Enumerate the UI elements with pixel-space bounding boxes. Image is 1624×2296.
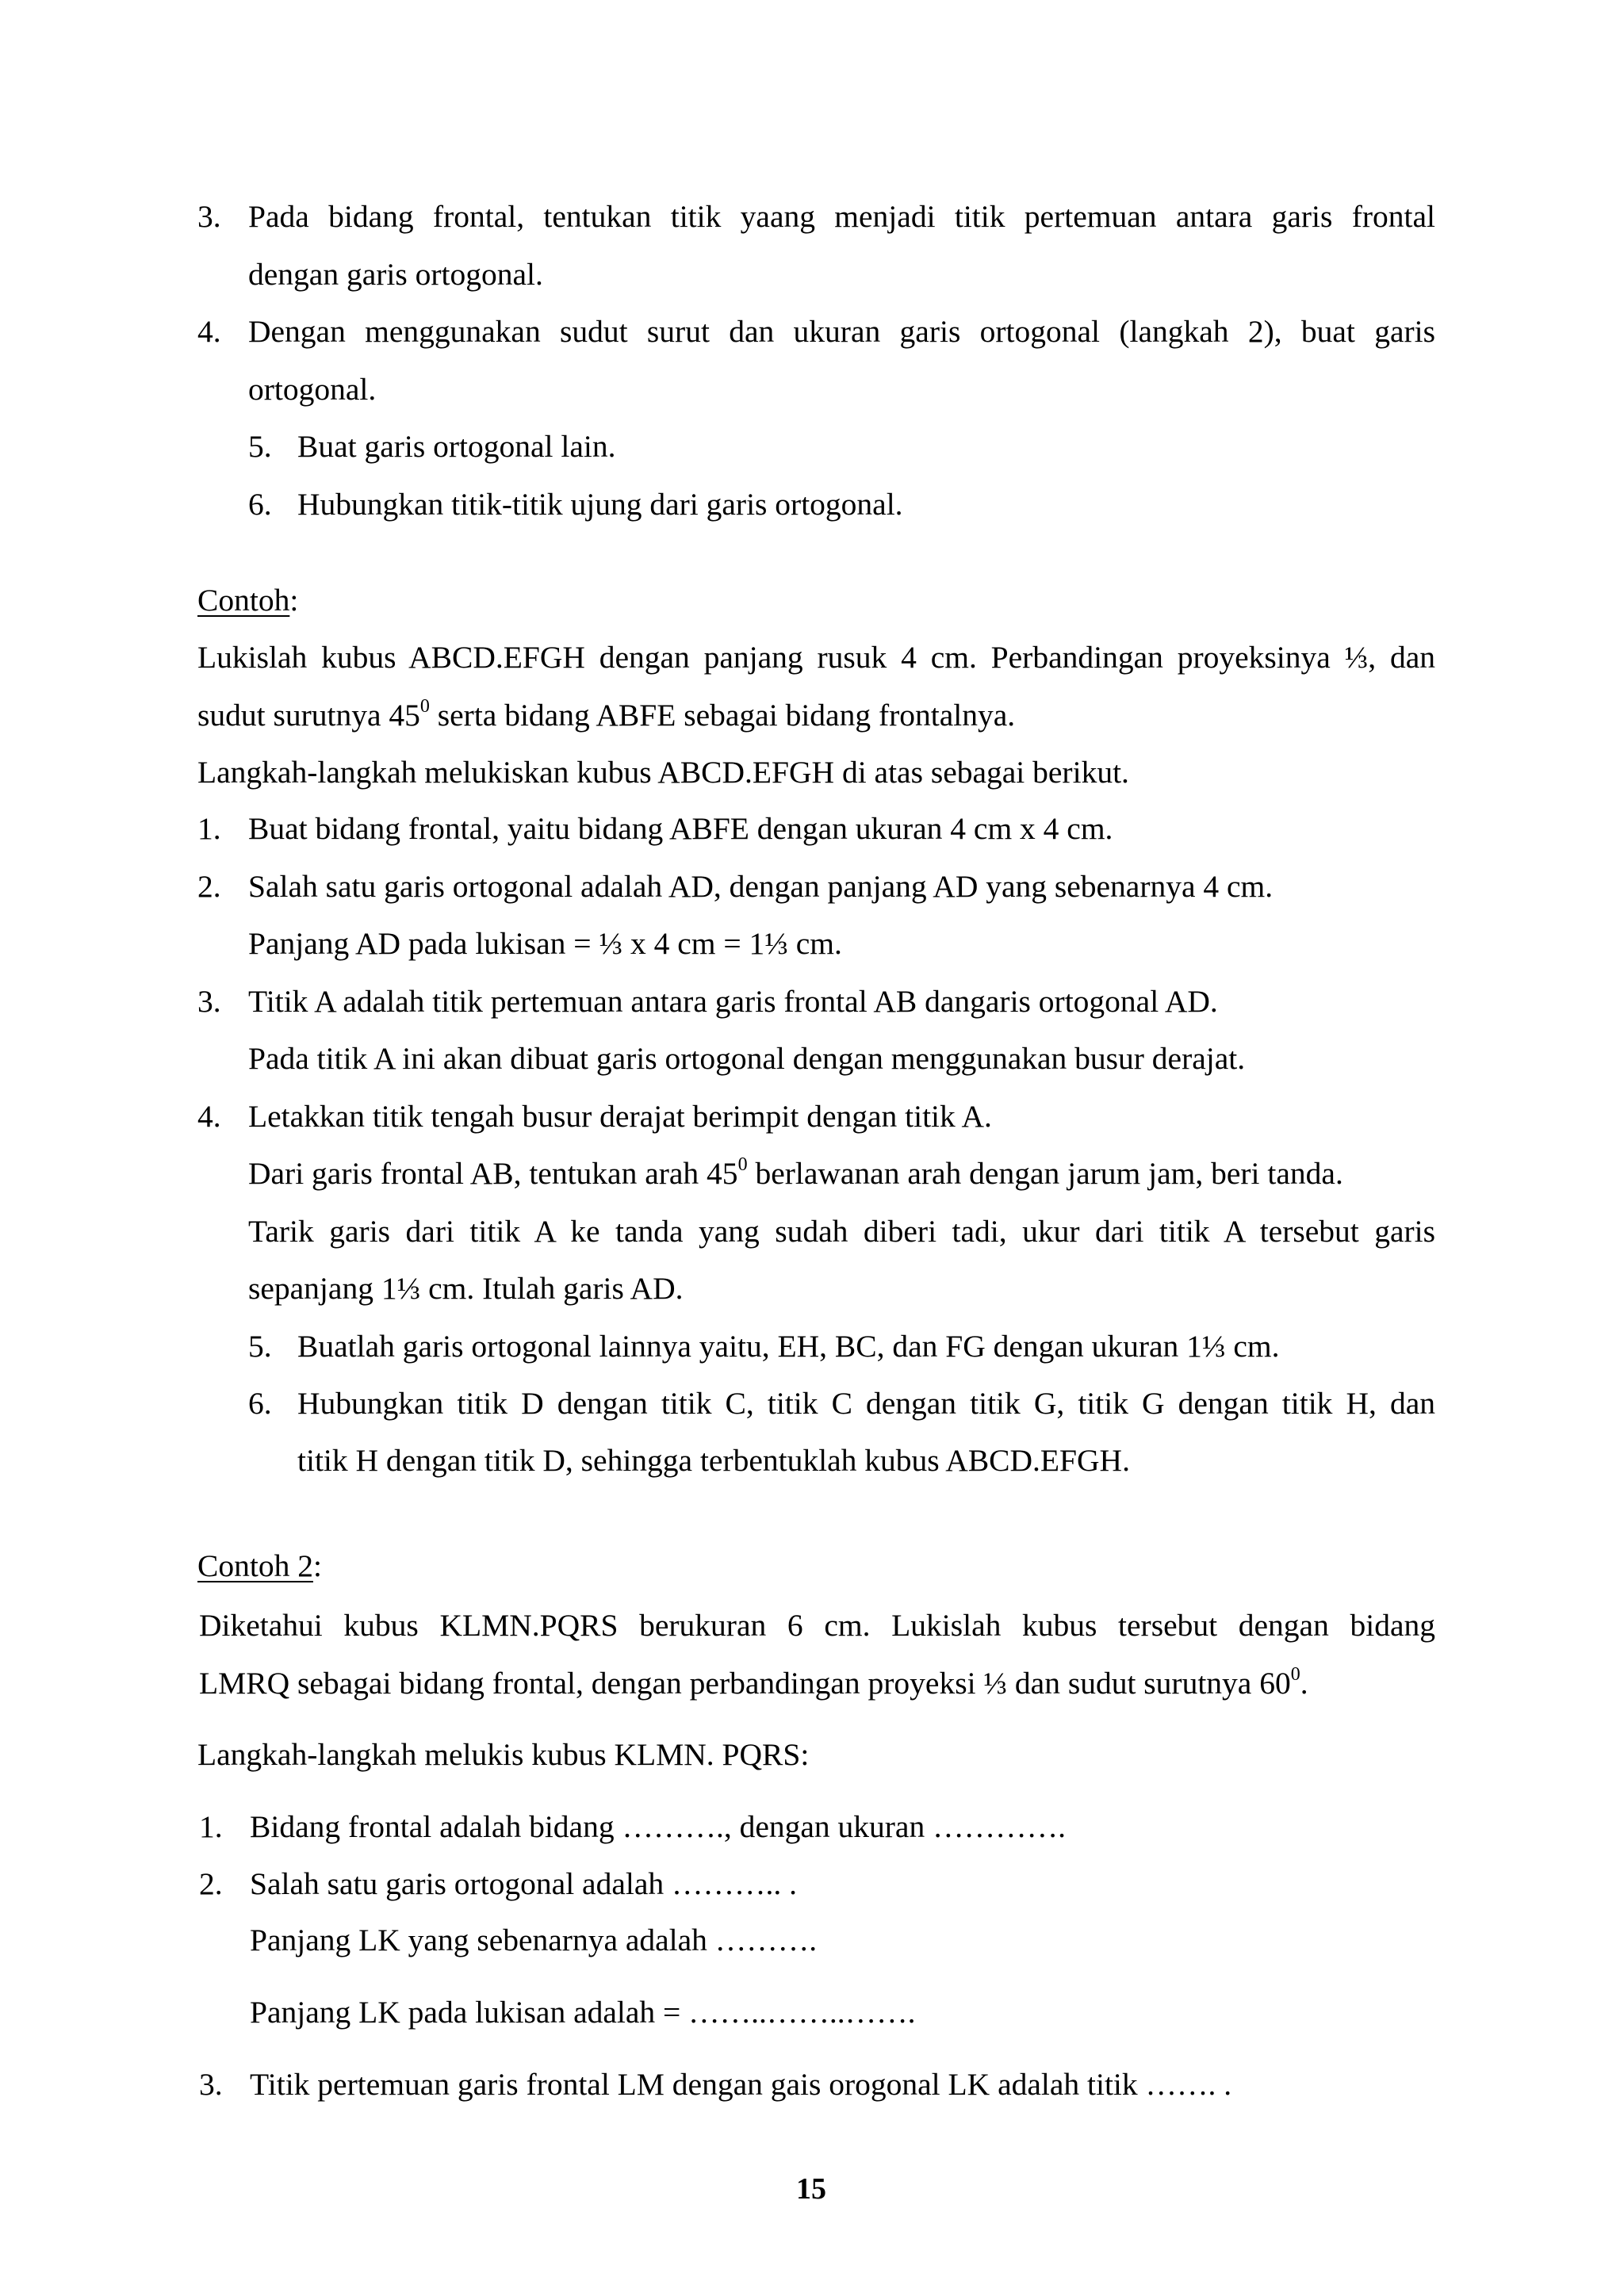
- list-number: 3.: [199, 2067, 223, 2102]
- example-intro: Lukislah kubus ABCD.EFGH dengan panjang rusuk 4 cm. Perbandingan proyeksinya ⅓, dan: [197, 640, 1435, 675]
- step-text: titik H dengan titik D, sehingga terbentuklah kubus ABCD.EFGH.: [297, 1443, 1130, 1478]
- step-text: Pada titik A ini akan dibuat garis ortogonal dengan menggunakan busur derajat.: [248, 1041, 1246, 1076]
- page-number: 15: [796, 2172, 826, 2206]
- list-item-text: ortogonal.: [248, 372, 377, 407]
- step-text: Tarik garis dari titik A ke tanda yang sudah diberi tadi, ukur dari titik A tersebut garis: [248, 1214, 1435, 1249]
- step-text: Salah satu garis ortogonal adalah ……….. .: [250, 1866, 797, 1901]
- list-number: 1.: [199, 1809, 223, 1844]
- list-item-text: Pada bidang frontal, tentukan titik yaang menjadi titik pertemuan antara garis frontal: [248, 199, 1435, 234]
- list-item-text: Dengan menggunakan sudut surut dan ukuran garis ortogonal (langkah 2), buat garis: [248, 314, 1435, 349]
- steps-intro: Langkah-langkah melukiskan kubus ABCD.EFGH di atas sebagai berikut.: [197, 755, 1129, 790]
- step-text: Dari garis frontal AB, tentukan arah $45^0$ berlawanan arah dengan jarum jam, beri tanda.: [248, 1154, 1343, 1191]
- list-number: 4.: [197, 314, 221, 349]
- step-text: Titik pertemuan garis frontal LM dengan gais orogonal LK adalah titik ……. .: [250, 2067, 1232, 2102]
- list-number: 6.: [248, 487, 272, 522]
- list-item-text: Hubungkan titik-titik ujung dari garis ortogonal.: [297, 487, 903, 522]
- step-text: Titik A adalah titik pertemuan antara garis frontal AB dangaris ortogonal AD.: [248, 984, 1218, 1019]
- step-text: Buat bidang frontal, yaitu bidang ABFE dengan ukuran 4 cm x 4 cm.: [248, 811, 1113, 846]
- list-number: 5.: [248, 429, 272, 464]
- example-intro: LMRQ sebagai bidang frontal, dengan perbandingan proyeksi ⅓ dan sudut surutnya $60^0$.: [199, 1664, 1308, 1701]
- list-item-text: dengan garis ortogonal.: [248, 257, 543, 292]
- step-text: Bidang frontal adalah bidang ………., dengan ukuran ………….: [250, 1809, 1066, 1844]
- list-number: 3.: [197, 199, 221, 234]
- example-heading: Contoh 2:: [197, 1548, 322, 1583]
- list-item-text: Buat garis ortogonal lain.: [297, 429, 616, 464]
- step-text: Salah satu garis ortogonal adalah AD, dengan panjang AD yang sebenarnya 4 cm.: [248, 869, 1274, 904]
- list-number: 4.: [197, 1099, 221, 1134]
- step-text: Panjang LK pada lukisan adalah = ……..……..…….: [250, 1995, 916, 2030]
- example-intro: Diketahui kubus KLMN.PQRS berukuran 6 cm. Lukislah kubus tersebut dengan bidang: [199, 1608, 1435, 1643]
- step-text: Hubungkan titik D dengan titik C, titik C dengan titik G, titik G dengan titik H, dan: [297, 1386, 1435, 1421]
- example-intro: sudut surutnya $45^0$ serta bidang ABFE sebagai bidang frontalnya.: [197, 696, 1016, 733]
- step-text: Panjang AD pada lukisan = ⅓ x 4 cm = 1⅓ cm.: [248, 926, 842, 961]
- step-text: Buatlah garis ortogonal lainnya yaitu, EH, BC, dan FG dengan ukuran 1⅓ cm.: [297, 1329, 1280, 1364]
- step-text: sepanjang 1⅓ cm. Itulah garis AD.: [248, 1271, 684, 1306]
- list-number: 3.: [197, 984, 221, 1019]
- list-number: 2.: [199, 1866, 223, 1901]
- list-number: 1.: [197, 811, 221, 846]
- list-number: 5.: [248, 1329, 272, 1364]
- list-number: 6.: [248, 1386, 272, 1421]
- steps-intro: Langkah-langkah melukis kubus KLMN. PQRS:: [197, 1737, 810, 1772]
- step-text: Panjang LK yang sebenarnya adalah ……….: [250, 1923, 818, 1957]
- step-text: Letakkan titik tengah busur derajat berimpit dengan titik A.: [248, 1099, 992, 1134]
- list-number: 2.: [197, 869, 221, 904]
- example-heading: Contoh:: [197, 583, 299, 618]
